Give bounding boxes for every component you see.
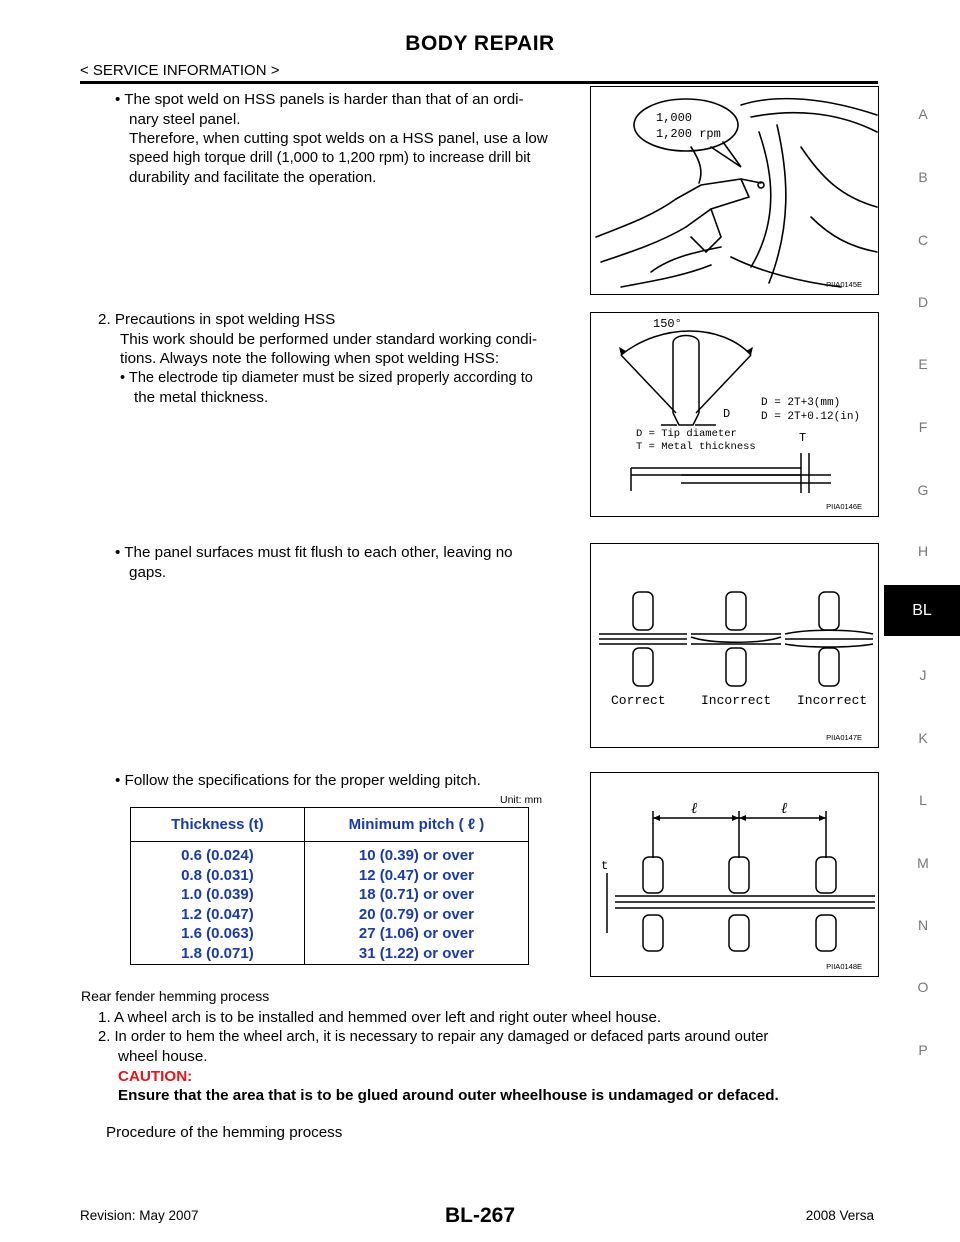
formula-in: D = 2T+0.12(in) xyxy=(761,411,861,423)
hemming-procedure: Procedure of the hemming process xyxy=(106,1124,343,1141)
pitch-symbol-2: ℓ xyxy=(781,799,788,817)
index-tab-active-bl[interactable]: BL xyxy=(884,585,960,636)
fit-label-incorrect-1: Incorrect xyxy=(701,693,772,708)
index-letter-o[interactable]: O xyxy=(917,979,929,995)
header-thickness: Thickness (t) xyxy=(131,808,305,842)
index-letter-b[interactable]: B xyxy=(918,169,928,185)
sheet-thickness-label: t xyxy=(601,859,609,873)
page-title: BODY REPAIR xyxy=(405,32,555,55)
caution-text: Ensure that the area that is to be glued around outer wheelhouse is undamaged or defaced. xyxy=(118,1087,779,1105)
hemming-steps: 1. A wheel arch is to be installed and hemmed over left and right outer wheel house. 2. In order to hem the wheel arch, it is necessary to repair any damaged or defaced parts around outer wheel house. CAUTION: Ensure that the area that is to be glued around outer wheelhouse is undamaged or defaced. xyxy=(98,1008,878,1106)
index-letter-f[interactable]: F xyxy=(918,419,928,435)
pitch-symbol-1: ℓ xyxy=(691,799,698,817)
electrode-illustration xyxy=(591,313,878,516)
figure-id-3: PIIA0147E xyxy=(826,733,862,742)
flush-text: • The panel surfaces must fit flush to each other, leaving no gaps. xyxy=(115,544,513,581)
pitch-text: • Follow the specifications for the proper welding pitch. xyxy=(115,772,481,789)
rpm-callout-line2: 1,200 rpm xyxy=(656,127,721,141)
fit-label-correct: Correct xyxy=(611,693,666,708)
hss-drill-text: • The spot weld on HSS panels is harder than that of an ordi- nary steel panel. Therefore, when cutting spot welds on a HSS panel, use a low speed high torque drill (1,000 to 1,200 rpm) to increase drill bit durability and facilitate the operation. xyxy=(115,91,548,187)
index-letter-k[interactable]: K xyxy=(918,730,928,746)
rpm-callout-line1: 1,000 xyxy=(656,111,693,125)
index-letter-g[interactable]: G xyxy=(917,482,929,498)
revision-date: Revision: May 2007 xyxy=(80,1208,199,1223)
spec-table-wrap xyxy=(130,807,529,965)
header-min-pitch: Minimum pitch ( ℓ ) xyxy=(304,808,528,842)
thickness-values: 0.6 (0.024) 0.8 (0.031) 1.0 (0.039) 1.2 (0.047) 1.6 (0.063) 1.8 (0.071) xyxy=(131,842,305,965)
fit-label-incorrect-2: Incorrect xyxy=(797,693,868,708)
figure-id-2: PIIA0146E xyxy=(826,502,862,511)
figure-id-4: PIIA0148E xyxy=(826,962,862,971)
index-letter-n[interactable]: N xyxy=(917,917,929,933)
index-letter-l[interactable]: L xyxy=(919,792,927,808)
figure-panel-fit xyxy=(590,543,879,748)
index-letter-d[interactable]: D xyxy=(917,294,929,310)
legend-tip-diameter: D = Tip diameter xyxy=(636,428,737,440)
figure-welding-pitch xyxy=(590,772,879,977)
index-letter-p[interactable]: P xyxy=(918,1042,928,1058)
pitch-illustration xyxy=(591,773,878,976)
thickness-label: T xyxy=(799,431,807,445)
index-letter-c[interactable]: C xyxy=(917,232,929,248)
index-letter-h[interactable]: H xyxy=(917,543,929,559)
index-letter-j[interactable]: J xyxy=(919,667,927,683)
figure-drill xyxy=(590,86,879,295)
pitch-values: 10 (0.39) or over 12 (0.47) or over 18 (0.71) or over 20 (0.79) or over 27 (1.06) or over 31 (1.22) or over xyxy=(304,842,528,965)
spot-welding-text: 2. Precautions in spot welding HSS This work should be performed under standard working condi- tions. Always note the following when spot welding HSS: • The electrode tip diameter must be sized properly according to the metal thickness. xyxy=(98,311,538,407)
legend-metal-thickness: T = Metal thickness xyxy=(636,441,756,453)
formula-mm: D = 2T+3(mm) xyxy=(761,397,841,409)
tip-angle-label: 150° xyxy=(653,317,682,331)
panel-fit-illustration xyxy=(591,544,878,747)
caution-label: CAUTION: xyxy=(118,1067,193,1085)
model-name: 2008 Versa xyxy=(805,1208,874,1223)
drill-illustration xyxy=(591,87,878,294)
index-letter-a[interactable]: A xyxy=(918,106,928,122)
figure-id-1: PIIA0145E xyxy=(826,280,862,289)
section-subtitle: < SERVICE INFORMATION > xyxy=(80,62,280,79)
index-letter-m[interactable]: M xyxy=(917,855,929,871)
page-number: BL-267 xyxy=(444,1204,516,1227)
tip-diameter-label: D xyxy=(723,407,731,421)
unit-label: Unit: mm xyxy=(500,794,542,806)
header-rule xyxy=(80,81,878,84)
hemming-heading: Rear fender hemming process xyxy=(81,988,270,1004)
index-letter-e[interactable]: E xyxy=(918,356,928,372)
welding-pitch-table xyxy=(130,807,529,965)
figure-electrode-tip xyxy=(590,312,879,517)
